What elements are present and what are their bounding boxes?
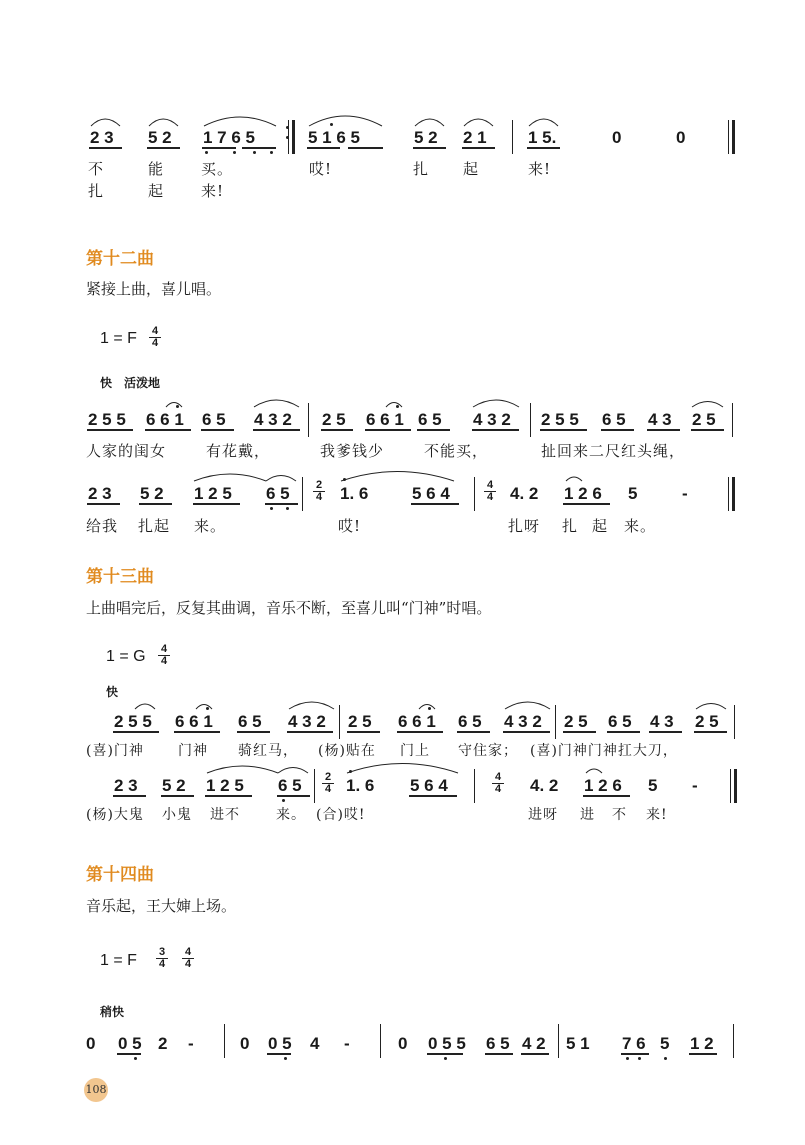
key-signature: 1 = F <box>100 952 137 969</box>
key-signature: 1 = G <box>106 648 146 665</box>
note-group: 6 5 <box>278 776 302 795</box>
note-group: - <box>682 484 688 503</box>
lyric: 来! <box>528 160 552 178</box>
note-group: 6 6 1 <box>175 712 213 731</box>
note-group: 2 <box>158 1034 168 1053</box>
lyric: 扎 <box>562 517 579 535</box>
tempo-marking: 快 <box>106 685 119 699</box>
lyric: (杨)贴在 <box>318 743 376 759</box>
note-group: 0 <box>240 1034 250 1053</box>
lyric: 进 <box>580 807 595 823</box>
note-group: 4 <box>310 1034 320 1053</box>
lyric: 来。 <box>624 517 657 535</box>
note-group: 2 5 <box>564 712 588 731</box>
section-description: 音乐起，王大婶上场。 <box>86 897 237 915</box>
note-group: 4 3 <box>648 410 672 429</box>
lyric: 不 <box>88 160 105 178</box>
tempo-marking: 快 活泼地 <box>100 376 161 390</box>
lyric: 给我 <box>86 517 119 535</box>
section-description: 上曲唱完后，反复其曲调，音乐不断，至喜儿叫“门神”时唱。 <box>86 599 492 617</box>
lyric: 来。 <box>194 517 227 535</box>
lyric: (合)哎! <box>316 807 366 823</box>
note-group: 5 2 <box>148 128 172 147</box>
note-group: 5 2 <box>414 128 438 147</box>
note-group: 1 7 6 5 <box>203 128 255 147</box>
note-group: 6 5 <box>202 410 226 429</box>
note-group: 0 <box>86 1034 96 1053</box>
note-group: - <box>188 1034 194 1053</box>
lyric: 扎 <box>88 182 105 200</box>
lyric: 骑红马， <box>238 743 298 759</box>
lyric: 来! <box>646 807 668 823</box>
lyric: 门上 <box>400 743 430 759</box>
note-group: 5 1 6 5 <box>308 128 360 147</box>
note-group: 6 6 1 <box>398 712 436 731</box>
note-group: 5 <box>648 776 658 795</box>
note-group: 6 6 1 <box>146 410 184 429</box>
note-group: 7 6 <box>622 1034 646 1053</box>
lyric: 扎 <box>413 160 430 178</box>
note-group: 5 6 4 <box>412 484 450 503</box>
lyric: 门神 <box>178 743 208 759</box>
lyric: 我爹钱少 <box>320 442 385 460</box>
note-group: 1 2 6 <box>564 484 602 503</box>
tempo-marking: 稍快 <box>100 1005 125 1019</box>
note-group: 1 5. <box>528 128 557 147</box>
note-group: 2 5 <box>348 712 372 731</box>
lyric: 来。 <box>276 807 306 823</box>
note-group: - <box>692 776 698 795</box>
note-group: 5 <box>660 1034 670 1053</box>
note-group: 2 5 <box>695 712 719 731</box>
note-group: 6 6 1 <box>366 410 404 429</box>
lyric: 起 <box>463 160 480 178</box>
time-signature: $\frac{2}{4}$ <box>322 772 334 795</box>
time-signature: $\frac{4}{4}$ <box>484 480 496 503</box>
note-group: 6 5 <box>458 712 482 731</box>
lyric: 哎! <box>309 160 333 178</box>
note-group: 0 <box>612 128 622 147</box>
note-group: 6 5 <box>486 1034 510 1053</box>
section-title: 第十四曲 <box>86 865 154 885</box>
lyric: 扯回来二尺红头绳， <box>541 442 686 460</box>
lyric: (喜)门神门神扛大刀， <box>530 743 678 759</box>
page-number: 108 <box>84 1078 108 1102</box>
lyric: (杨)大鬼 <box>86 807 144 823</box>
lyric: 有花戴， <box>206 442 271 460</box>
note-group: 2 3 <box>88 484 112 503</box>
note-group: 4 3 2 <box>254 410 292 429</box>
note-group: 5 <box>628 484 638 503</box>
note-group: 1. 6 <box>346 776 375 795</box>
time-signature: $\frac{3}{4}$ <box>156 947 168 970</box>
key-signature: 1 = F <box>100 330 137 347</box>
lyric: 不能买， <box>424 442 489 460</box>
note-group: 2 5 5 <box>88 410 126 429</box>
time-signature: $\frac{4}{4}$ <box>492 772 504 795</box>
note-group: 1 2 6 <box>584 776 622 795</box>
note-group: 2 5 <box>322 410 346 429</box>
note-group: 4 3 2 <box>288 712 326 731</box>
lyric: 哎! <box>338 517 362 535</box>
note-group: 1 2 5 <box>194 484 232 503</box>
note-group: 0 <box>676 128 686 147</box>
lyric: 小鬼 <box>162 807 192 823</box>
lyric: 能 <box>148 160 165 178</box>
note-group: 2 5 <box>692 410 716 429</box>
note-group: 4 3 2 <box>504 712 542 731</box>
note-group: 4 2 <box>522 1034 546 1053</box>
note-group: 4. 2 <box>530 776 559 795</box>
note-group: 0 5 <box>118 1034 142 1053</box>
lyric: 买。 <box>201 160 234 178</box>
note-group: 2 5 5 <box>114 712 152 731</box>
lyric: 进不 <box>210 807 240 823</box>
note-group: 1 2 <box>690 1034 714 1053</box>
section-title: 第十二曲 <box>86 249 154 269</box>
note-group: 5 6 4 <box>410 776 448 795</box>
note-group: 2 5 5 <box>541 410 579 429</box>
note-group: 2 1 <box>463 128 487 147</box>
note-group: 4 3 2 <box>473 410 511 429</box>
note-group: 6 5 <box>602 410 626 429</box>
note-group: 6 5 <box>238 712 262 731</box>
note-group: 0 <box>398 1034 408 1053</box>
time-signature: $\frac{4}{4}$ <box>158 644 170 667</box>
lyric: 起 <box>592 517 609 535</box>
section-description: 紧接上曲，喜儿唱。 <box>86 280 222 298</box>
note-group: 6 5 <box>266 484 290 503</box>
note-group: 2 3 <box>90 128 114 147</box>
note-group: 6 5 <box>418 410 442 429</box>
lyric: 守住家； <box>458 743 518 759</box>
lyric: 人家的闺女 <box>86 442 167 460</box>
time-signature: $\frac{2}{4}$ <box>313 480 325 503</box>
note-group: 1 2 5 <box>206 776 244 795</box>
section-title: 第十三曲 <box>86 567 154 587</box>
lyric: 扎呀 <box>508 517 541 535</box>
lyric: 扎起 <box>138 517 171 535</box>
note-group: 4 3 <box>650 712 674 731</box>
note-group: 1. 6 <box>340 484 369 503</box>
note-group: 5 2 <box>162 776 186 795</box>
note-group: 6 5 <box>608 712 632 731</box>
lyric: 不 <box>612 807 627 823</box>
note-group: 0 5 <box>268 1034 292 1053</box>
note-group: 4. 2 <box>510 484 539 503</box>
note-group: 2 3 <box>114 776 138 795</box>
note-group: 0 5 5 <box>428 1034 466 1053</box>
time-signature: $\frac{4}{4}$ <box>149 326 161 349</box>
note-group: - <box>344 1034 350 1053</box>
lyric: 进呀 <box>528 807 558 823</box>
lyric: 起 <box>148 182 165 200</box>
lyric: (喜)门神 <box>86 743 144 759</box>
note-group: 5 2 <box>140 484 164 503</box>
lyric: 来! <box>201 182 225 200</box>
note-group: 5 1 <box>566 1034 590 1053</box>
time-signature: $\frac{4}{4}$ <box>182 947 194 970</box>
